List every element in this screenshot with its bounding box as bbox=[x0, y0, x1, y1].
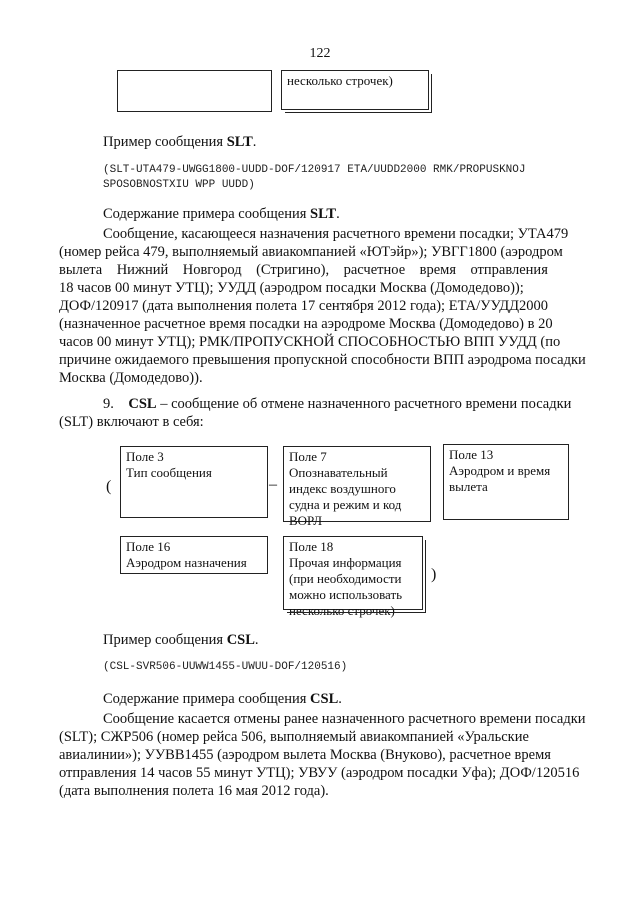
field-3-desc: Тип сообщения bbox=[126, 465, 212, 480]
field-7-desc: индекс воздушного bbox=[289, 481, 396, 496]
field-16-box bbox=[120, 536, 268, 574]
slt-example-heading-suffix: . bbox=[252, 134, 257, 150]
csl-item-bold: CSL bbox=[128, 396, 157, 412]
slt-content-heading-prefix: Содержание примера сообщения bbox=[103, 206, 311, 222]
slt-content-line: (номер рейса 479, выполняемый авиакомпанией «ЮТэйр»); УВГГ1800 (аэродром bbox=[59, 244, 563, 260]
dash: – bbox=[269, 476, 277, 493]
slt-example-heading-bold: SLT bbox=[226, 134, 253, 150]
csl-example-heading-prefix: Пример сообщения bbox=[103, 632, 227, 648]
csl-content-heading bbox=[103, 690, 342, 708]
field-7-label: Поле 7 bbox=[289, 449, 327, 464]
field-7-box bbox=[283, 446, 431, 528]
slt-content-line: (назначенное расчетное время посадки на аэродроме Москва (Домодедово) в 20 bbox=[59, 316, 553, 332]
csl-content-line: (SLT); СЖР506 (номер рейса 506, выполняемый авиакомпанией «Уральские bbox=[59, 729, 529, 745]
field-13-desc: Аэродром и время bbox=[449, 463, 551, 478]
slt-content-heading-bold: SLT bbox=[310, 206, 337, 222]
field-18-label: Поле 18 bbox=[289, 539, 334, 554]
csl-content-heading-bold: CSL bbox=[310, 691, 339, 707]
csl-item-number: 9. bbox=[103, 396, 114, 412]
open-paren: ( bbox=[106, 478, 112, 495]
field-7-desc: судна и режим и код bbox=[289, 497, 402, 512]
csl-example-heading bbox=[103, 631, 259, 649]
csl-example-heading-suffix: . bbox=[254, 632, 259, 648]
slt-content-heading-suffix: . bbox=[336, 206, 340, 222]
field-18-box bbox=[283, 536, 423, 618]
page-number: 122 bbox=[309, 46, 331, 61]
field-18-desc: Прочая информация bbox=[289, 555, 402, 570]
slt-content-line: Москва (Домодедово)). bbox=[59, 370, 203, 386]
field-16-desc: Аэродром назначения bbox=[126, 555, 247, 570]
slt-content-line: 18 часов 00 минут УТЦ); УУДД (аэродром посадки Москва (Домодедово)); bbox=[59, 280, 524, 296]
slt-content-heading bbox=[103, 205, 340, 223]
csl-content-line: Сообщение касается отмены ранее назначенного расчетного времени посадки bbox=[103, 711, 586, 727]
slt-content-line: Сообщение, касающееся назначения расчетного времени посадки; УТА479 bbox=[103, 226, 569, 242]
slt-content-line: ДОФ/120917 (дата выполнения полета 17 сентября 2012 года); ЕТА/УУДД2000 bbox=[59, 298, 549, 314]
field-3-label: Поле 3 bbox=[126, 449, 164, 464]
slt-code-line-2: SPOSOBNOSTXIU WPP UUDD) bbox=[103, 179, 255, 191]
csl-item-line-1-rest: – сообщение об отмене назначенного расчетного времени посадки bbox=[156, 396, 572, 412]
field-18-desc: можно использовать bbox=[289, 587, 403, 602]
field-18-desc: несколько строчек) bbox=[289, 603, 395, 618]
csl-code-line-1: (CSL-SVR506-UUWW1455-UWUU-DOF/120516) bbox=[103, 661, 348, 673]
top-left-box bbox=[117, 70, 272, 112]
close-paren: ) bbox=[431, 566, 437, 583]
slt-content-line: причине ожидаемого превышения пропускной способности ВПП аэродрома посадки bbox=[59, 352, 586, 368]
csl-content-heading-prefix: Содержание примера сообщения bbox=[103, 691, 311, 707]
field-18-desc: (при необходимости bbox=[289, 571, 402, 586]
field-3-box bbox=[120, 446, 268, 518]
top-right-box bbox=[281, 70, 429, 110]
csl-content-line: авиалинии»); УУВВ1455 (аэродром вылета Москва (Внуково), расчетное время bbox=[59, 747, 551, 763]
slt-content-line: вылета Нижний Новгород (Стригино), расчетное время отправления bbox=[59, 262, 548, 278]
csl-content-line: (дата выполнения полета 16 мая 2012 года). bbox=[59, 783, 329, 799]
slt-example-heading bbox=[103, 133, 256, 151]
field-7-desc: ВОРЛ bbox=[289, 513, 323, 528]
csl-example-heading-bold: CSL bbox=[226, 632, 255, 648]
csl-content-line: отправления 14 часов 55 минут УТЦ); УВУУ (аэродром посадки Уфа); ДОФ/120516 bbox=[59, 765, 580, 781]
top-right-box-text: несколько строчек) bbox=[287, 73, 393, 88]
slt-content-line: часов 00 минут УТЦ); РМК/ПРОПУСКНОЙ СПОСОБНОСТЬЮ ВПП УУДД (по bbox=[59, 334, 561, 350]
field-16-label: Поле 16 bbox=[126, 539, 171, 554]
field-7-desc: Опознавательный bbox=[289, 465, 388, 480]
slt-example-heading-prefix: Пример сообщения bbox=[103, 134, 227, 150]
csl-item-line-2: (SLT) включают в себя: bbox=[59, 414, 204, 430]
field-13-label: Поле 13 bbox=[449, 447, 494, 462]
csl-content-heading-suffix: . bbox=[338, 691, 342, 707]
csl-item-line-1 bbox=[103, 395, 607, 413]
field-13-desc: вылета bbox=[449, 479, 488, 494]
field-13-box bbox=[443, 444, 569, 520]
slt-code-line-1: (SLT-UTA479-UWGG1800-UUDD-DOF/120917 ETA/UUDD2000 RMK/PROPUSKNOJ bbox=[103, 164, 526, 176]
